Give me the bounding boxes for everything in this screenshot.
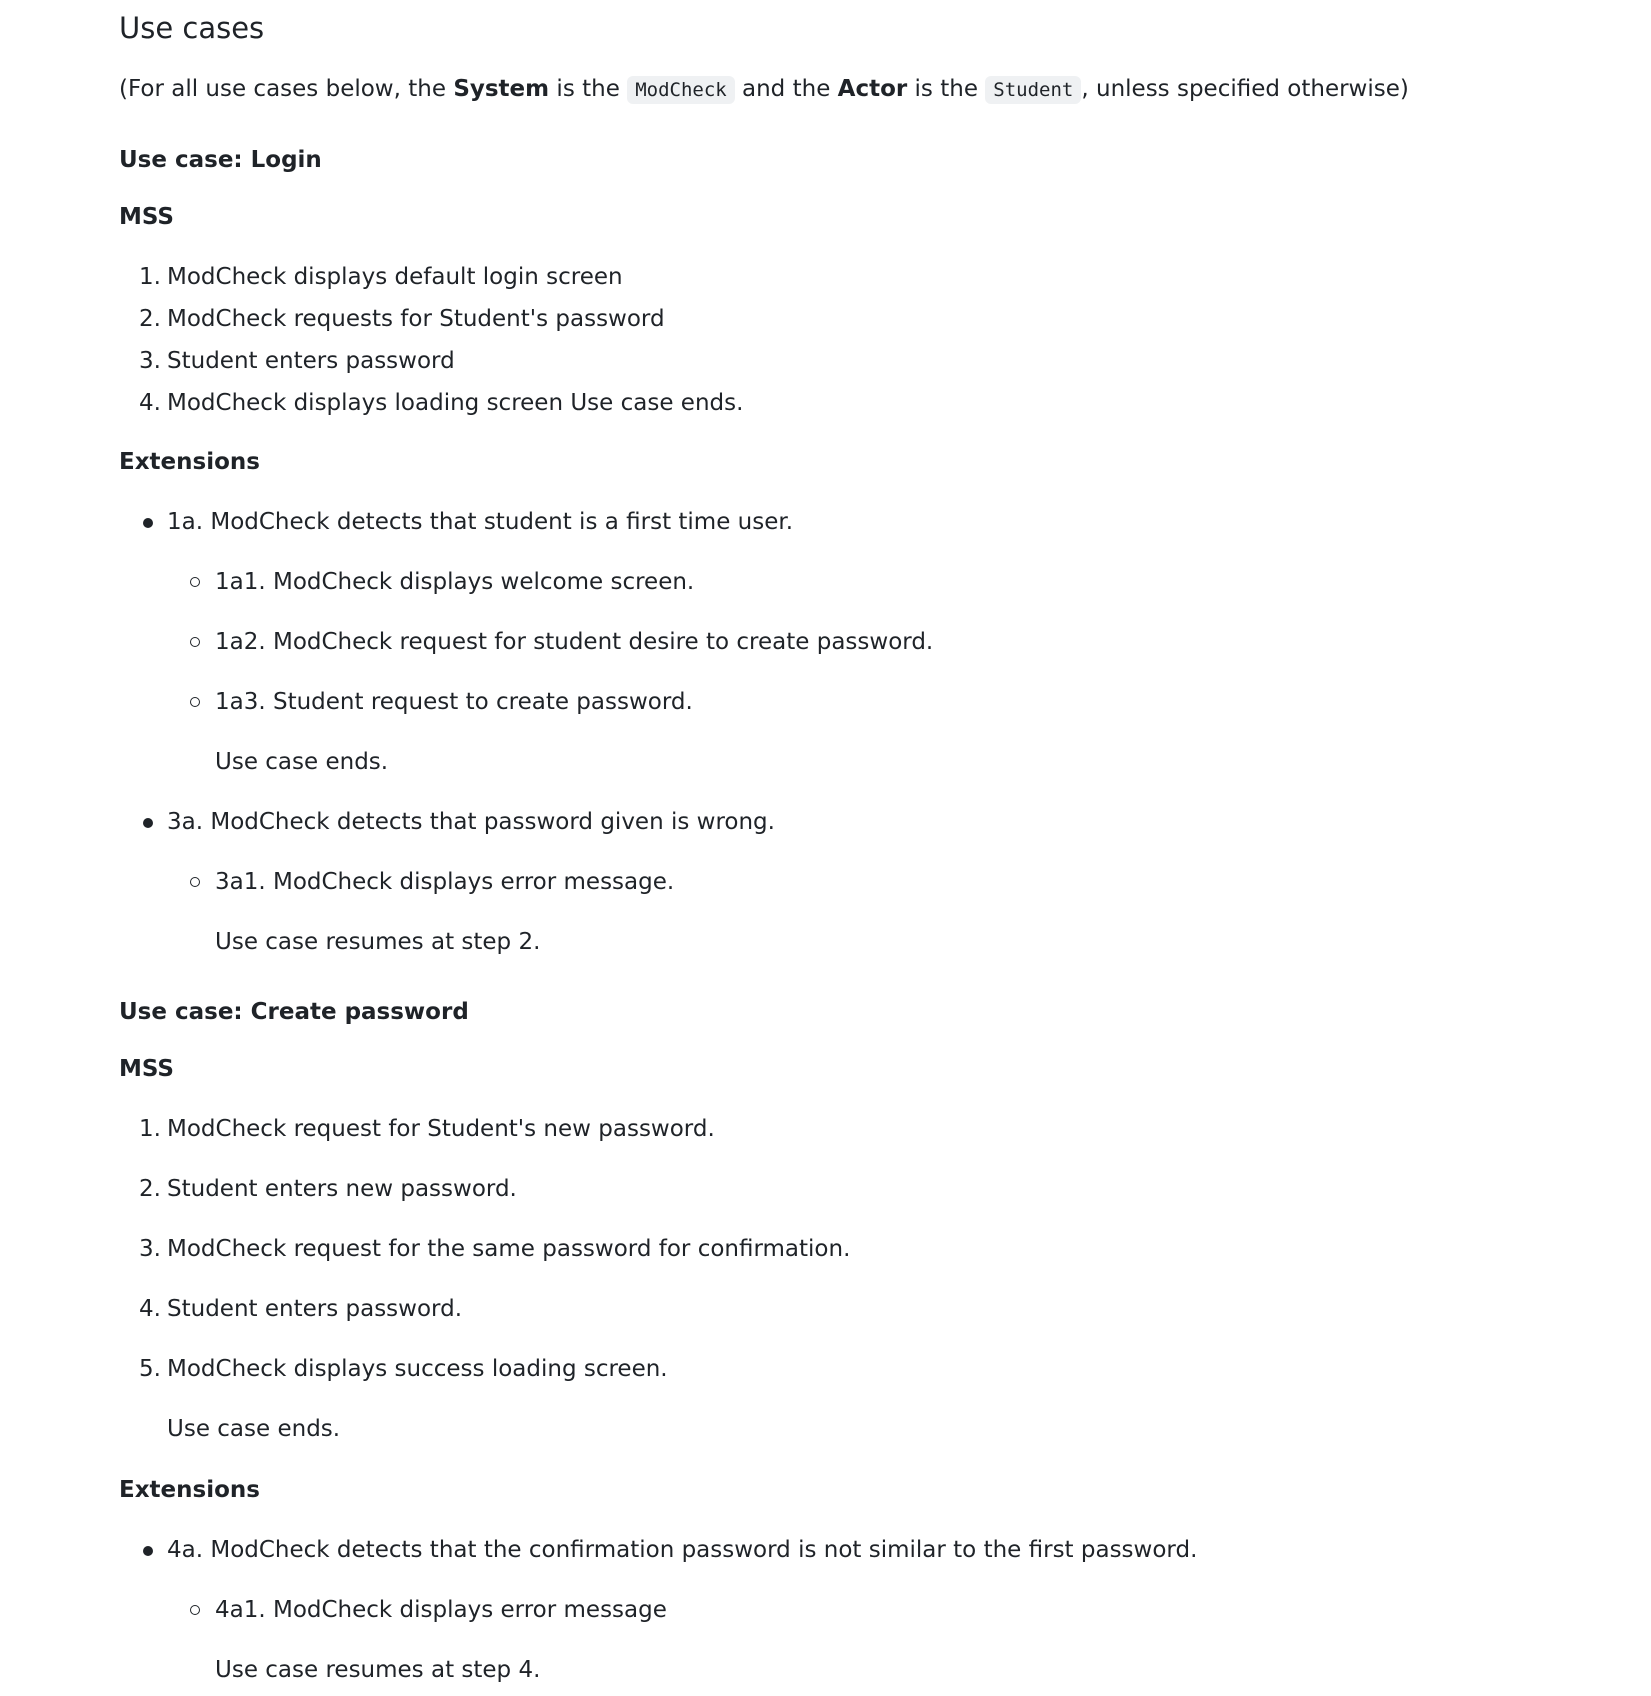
intro-and-the: and the — [734, 76, 838, 102]
extension-3a1: 3a1. ModCheck displays error message. — [215, 869, 675, 895]
circle-bullet-icon — [190, 697, 200, 707]
extension-3a: 3a. ModCheck detects that password given is wrong. — [167, 809, 775, 835]
step-text: Student enters password — [167, 348, 455, 374]
extension-3a-end: Use case resumes at step 2. — [215, 929, 541, 955]
step-number: 3. — [139, 348, 161, 374]
extension-1a1: 1a1. ModCheck displays welcome screen. — [215, 569, 695, 595]
step-number: 1. — [139, 264, 161, 290]
step-text: ModCheck request for the same password for confirmation. — [167, 1236, 851, 1262]
step-text: ModCheck displays default login screen — [167, 264, 623, 290]
bullet-icon — [143, 818, 153, 828]
bullet-icon — [143, 518, 153, 528]
create-mss-end: Use case ends. — [167, 1416, 341, 1442]
system-code: ModCheck — [627, 76, 735, 104]
step-text: ModCheck displays success loading screen. — [167, 1356, 668, 1382]
step-text: ModCheck displays loading screen Use case ends. — [167, 390, 744, 416]
extension-1a3: 1a3. Student request to create password. — [215, 689, 693, 715]
login-use-case-heading: Use case: Login — [119, 147, 322, 173]
create-password-use-case-heading: Use case: Create password — [119, 999, 469, 1025]
intro-close: , unless specified otherwise) — [1081, 76, 1409, 102]
circle-bullet-icon — [190, 1605, 200, 1615]
actor-code: Student — [985, 76, 1081, 104]
extension-4a: 4a. ModCheck detects that the confirmation password is not similar to the first password. — [167, 1537, 1198, 1563]
intro-is-the-2: is the — [907, 76, 986, 102]
extension-4a-end: Use case resumes at step 4. — [215, 1657, 541, 1683]
step-text: ModCheck request for Student's new password. — [167, 1116, 715, 1142]
extension-1a2: 1a2. ModCheck request for student desire to create password. — [215, 629, 934, 655]
step-number: 2. — [139, 306, 161, 332]
create-extensions-heading: Extensions — [119, 1477, 260, 1503]
extension-4a1: 4a1. ModCheck displays error message — [215, 1597, 667, 1623]
login-extensions-heading: Extensions — [119, 449, 260, 475]
step-text: Student enters new password. — [167, 1176, 517, 1202]
intro-paragraph — [119, 68, 1409, 111]
step-text: Student enters password. — [167, 1296, 463, 1322]
intro-open: (For all use cases below, the — [119, 76, 454, 102]
actor-label: Actor — [837, 76, 908, 102]
login-mss-heading: MSS — [119, 204, 174, 230]
intro-is-the-1: is the — [549, 76, 628, 102]
step-number: 4. — [139, 1296, 161, 1322]
extension-1a-end: Use case ends. — [215, 749, 389, 775]
step-number: 1. — [139, 1116, 161, 1142]
circle-bullet-icon — [190, 877, 200, 887]
step-number: 3. — [139, 1236, 161, 1262]
page-title: Use cases — [119, 11, 265, 45]
create-mss-heading: MSS — [119, 1056, 174, 1082]
step-number: 2. — [139, 1176, 161, 1202]
step-number: 5. — [139, 1356, 161, 1382]
bullet-icon — [143, 1546, 153, 1556]
step-number: 4. — [139, 390, 161, 416]
system-label: System — [453, 76, 550, 102]
extension-1a: 1a. ModCheck detects that student is a first time user. — [167, 509, 794, 535]
step-text: ModCheck requests for Student's password — [167, 306, 665, 332]
circle-bullet-icon — [190, 577, 200, 587]
circle-bullet-icon — [190, 637, 200, 647]
